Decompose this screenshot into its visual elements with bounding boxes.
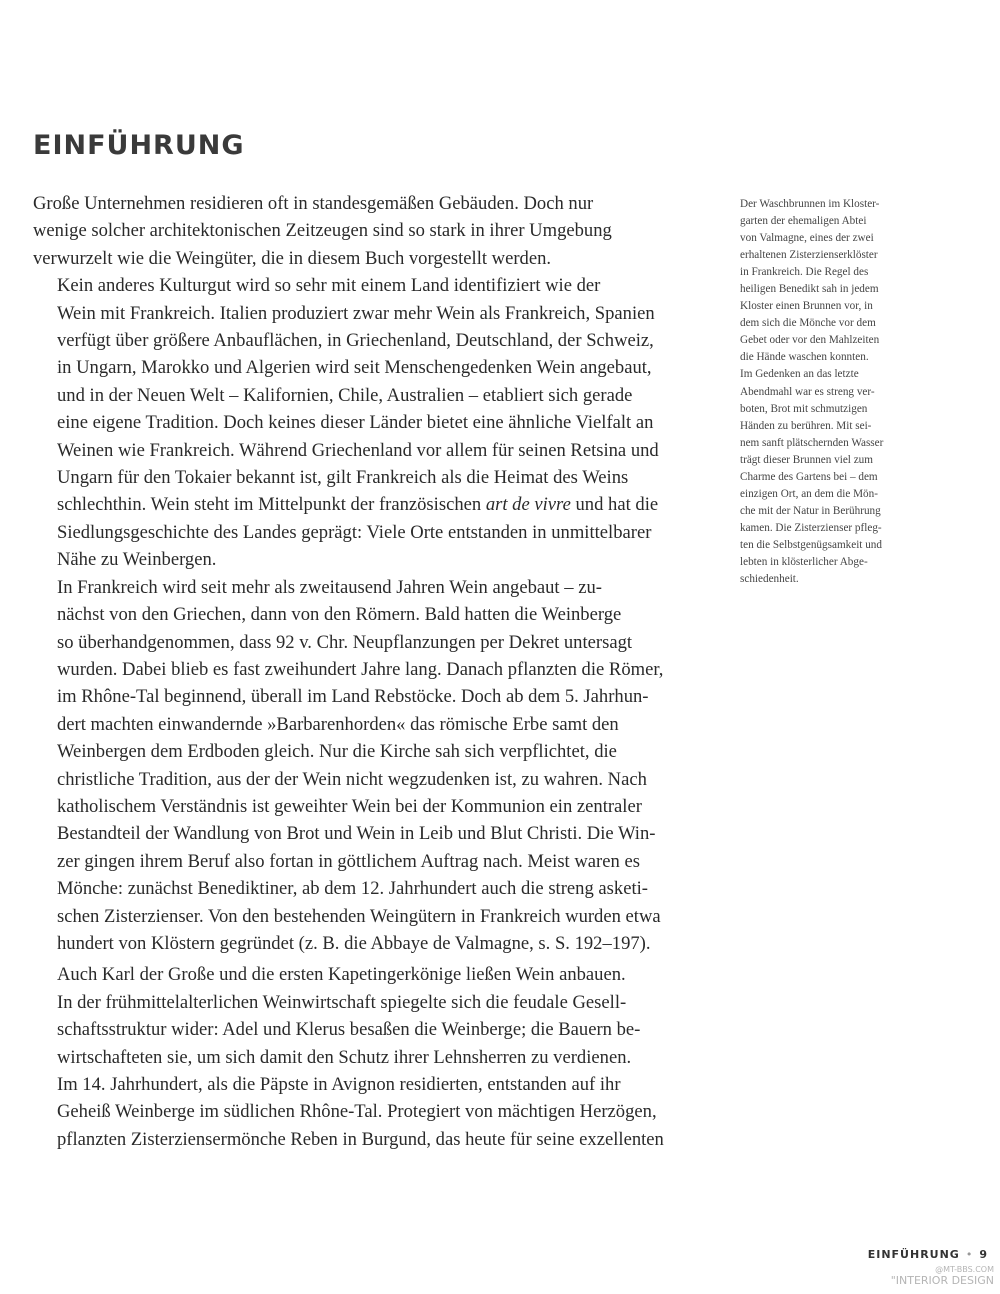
text-line: so überhandgenommen, dass 92 v. Chr. Neupflanzungen per Dekret untersagt: [57, 631, 633, 653]
text-line: pflanzten Zisterziensermönche Reben in Burgund, das heute für seine exzellenten: [57, 1128, 664, 1150]
text-line: christliche Tradition, aus der der Wein nicht wegzudenken ist, zu wahren. Nach: [57, 768, 647, 790]
text-line: wenige solcher architektonischen Zeitzeugen sind so stark in ihrer Umgebung: [33, 220, 612, 242]
text-line: katholischem Verständnis ist geweihter Wein bei der Kommunion ein zentraler: [57, 795, 642, 817]
watermark-url: @MT-BBS.COM: [935, 1265, 994, 1274]
text-line: In der frühmittelalterlichen Weinwirtschaft spiegelte sich die feudale Gesell-: [57, 991, 627, 1013]
caption-line: ten die Selbstgenügsamkeit und: [740, 538, 882, 551]
text-line: nächst von den Griechen, dann von den Römern. Bald hatten die Weinberge: [57, 604, 622, 626]
caption-line: garten der ehemaligen Abtei: [740, 215, 867, 228]
text-line: wurden. Dabei blieb es fast zweihundert Jahre lang. Danach pflanzten die Römer,: [57, 658, 664, 680]
page-footer: [868, 1248, 988, 1261]
watermark: [891, 1264, 994, 1286]
caption-line: Kloster einen Brunnen vor, in: [740, 300, 873, 313]
text-line: verwurzelt wie die Weingüter, die in diesem Buch vorgestellt werden.: [33, 247, 552, 269]
text-line: schaftsstruktur wider: Adel und Klerus besaßen die Weinberge; die Bauern be-: [57, 1019, 641, 1041]
text-line: Im 14. Jahrhundert, als die Päpste in Avignon residierten, entstanden auf ihr: [57, 1074, 621, 1095]
caption-line: Gebet oder vor den Mahlzeiten: [740, 334, 880, 347]
page-heading: EINFÜHRUNG: [33, 130, 245, 161]
text-line: Kein anderes Kulturgut wird so sehr mit einem Land identifiziert wie der: [57, 275, 601, 297]
caption-line: einzigen Ort, an dem die Mön-: [740, 487, 878, 500]
caption-line: Der Waschbrunnen im Kloster-: [740, 198, 880, 210]
text-line: im Rhône-Tal beginnend, überall im Land Rebstöcke. Doch ab dem 5. Jahrhun-: [57, 686, 649, 708]
caption-line: Im Gedenken an das letzte: [740, 368, 859, 381]
paragraph-3: [33, 574, 733, 958]
text-line: Weinbergen dem Erdboden gleich. Nur die Kirche sah sich verpflichtet, die: [57, 741, 617, 763]
text-line: Große Unternehmen residieren oft in standesgemäßen Gebäuden. Doch nur: [33, 193, 594, 214]
text-line: Auch Karl der Große und die ersten Kapetingerkönige ließen Wein anbauen.: [57, 964, 626, 986]
text-line: Weinen wie Frankreich. Während Griechenland vor allem für seinen Retsina und: [57, 439, 659, 461]
paragraph-1: [33, 190, 733, 272]
caption-line: kamen. Die Zisterzienser pfleg-: [740, 521, 882, 534]
italic-phrase: art de vivre: [485, 494, 571, 516]
caption-line: lebten in klösterlicher Abge-: [740, 555, 868, 568]
body-text: [33, 190, 733, 1153]
footer-separator: •: [965, 1248, 974, 1261]
text-line: zer gingen ihrem Beruf also fortan in göttlichem Auftrag nach. Meist waren es: [57, 850, 640, 872]
caption-line: che mit der Natur in Berührung: [740, 504, 881, 517]
caption-line: boten, Brot mit schmutzigen: [740, 402, 868, 415]
caption-line: trägt dieser Brunnen viel zum: [740, 453, 873, 466]
text-line: Nähe zu Weinbergen.: [57, 549, 217, 571]
text-line: dert machten einwandernde »Barbarenhorden« das römische Erbe samt den: [57, 713, 619, 735]
caption-line: erhaltenen Zisterzienserklöster: [740, 249, 878, 262]
text-line: Siedlungsgeschichte des Landes geprägt: Viele Orte entstanden in unmittelbarer: [57, 521, 652, 543]
paragraph-4: [33, 961, 733, 1153]
caption-line: die Hände waschen konnten.: [740, 351, 869, 364]
text-line: hundert von Klöstern gegründet (z. B. die Abbaye de Valmagne, s. S. 192–197).: [57, 932, 651, 954]
caption-line: von Valmagne, eines der zwei: [740, 232, 874, 245]
text-line: und in der Neuen Welt – Kalifornien, Chile, Australien – etabliert sich gerade: [57, 384, 633, 406]
page-number: 9: [979, 1248, 988, 1261]
caption-line: Händen zu berühren. Mit sei-: [740, 419, 872, 432]
image-caption: [740, 196, 925, 588]
text-line: verfügt über größere Anbauflächen, in Griechenland, Deutschland, der Schweiz,: [57, 330, 654, 352]
caption-line: Abendmahl war es streng ver-: [740, 385, 875, 398]
caption-line: heiligen Benedikt sah in jedem: [740, 283, 879, 296]
text-line: eine eigene Tradition. Doch keines dieser Länder bietet eine ähnliche Vielfalt an: [57, 412, 654, 434]
text-line: wirtschafteten sie, um sich damit den Schutz ihrer Lehnsherren zu verdienen.: [57, 1046, 632, 1068]
text-line: schen Zisterzienser. Von den bestehenden Weingütern in Frankreich wurden etwa: [57, 905, 661, 927]
footer-section-title: EINFÜHRUNG: [867, 1248, 960, 1261]
text-line: Mönche: zunächst Benediktiner, ab dem 12. Jahrhundert auch die streng asketi-: [57, 878, 648, 900]
text-line: Wein mit Frankreich. Italien produziert zwar mehr Wein als Frankreich, Spanien: [57, 302, 655, 324]
caption-line: in Frankreich. Die Regel des: [740, 266, 869, 279]
caption-line: schiedenheit.: [740, 573, 799, 586]
text-line: Ungarn für den Tokaier bekannt ist, gilt Frankreich als die Heimat des Weins: [57, 467, 629, 489]
watermark-label: "INTERIOR DESIGN: [890, 1274, 994, 1287]
caption-line: nem sanft plätschernden Wasser: [740, 436, 884, 449]
text-line: in Ungarn, Marokko und Algerien wird seit Menschengedenken Wein angebaut,: [57, 357, 652, 379]
text-line: Bestandteil der Wandlung von Brot und Wein in Leib und Blut Christi. Die Win-: [57, 823, 656, 845]
text-line: schlechthin. Wein steht im Mittelpunkt der französischen art de vivre und hat die: [57, 494, 659, 516]
text-line: Geheiß Weinberge im südlichen Rhône-Tal. Protegiert von mächtigen Herzögen,: [57, 1101, 657, 1123]
caption-line: dem sich die Mönche vor dem: [740, 317, 876, 330]
paragraph-2: [33, 272, 733, 573]
caption-line: Charme des Gartens bei – dem: [740, 470, 878, 483]
text-line: In Frankreich wird seit mehr als zweitausend Jahren Wein angebaut – zu-: [57, 576, 602, 598]
